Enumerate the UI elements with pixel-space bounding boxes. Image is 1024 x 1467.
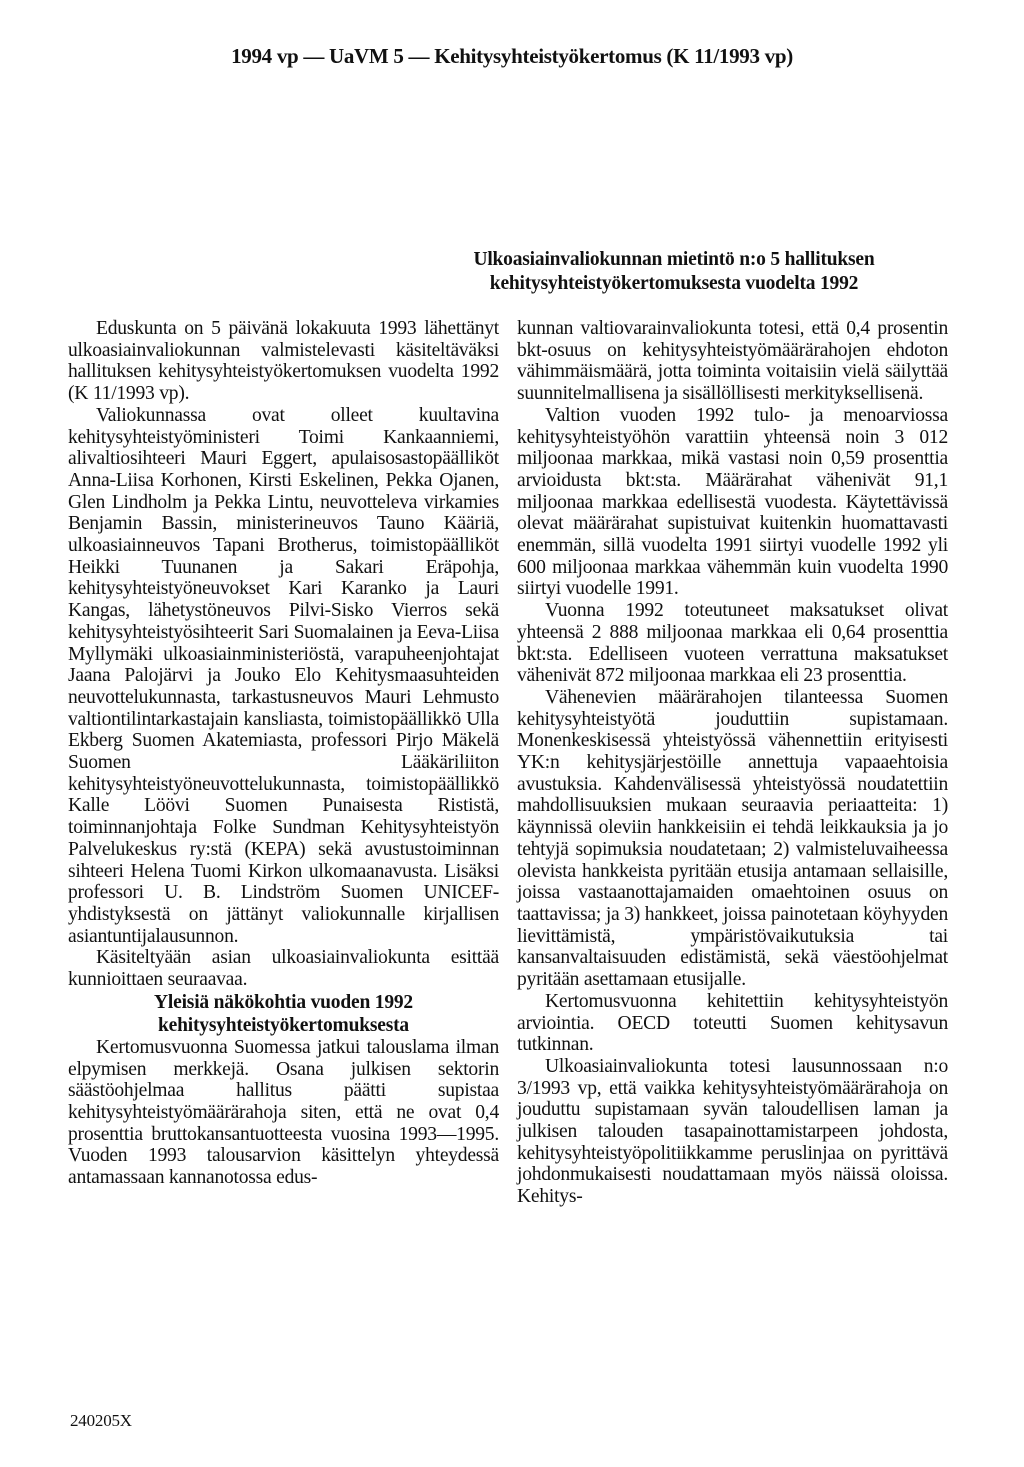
economy-paragraph: Kertomusvuonna Suomessa jatkui talouslama ilman elpymisen merkkejä. Osana julkisen sektorin säästöohjelmaa hallitus päätti supistaa kehitysyhteistyömäärärahoja siten, että ne ovat 0,4 prosenttia bruttokansantuotteesta vuosina 1993—1995. Vuoden 1993 talousarvion käsittelyn yhteydessä antamassaan kannanotossa edus-	[68, 1036, 499, 1189]
reductions-paragraph: Vähenevien määrärahojen tilanteessa Suomen kehitysyhteistyötä jouduttiin supistamaan. Monenkeskisessä yhteistyössä vähennettiin erityisesti YK:n kehitysjärjestöille annettuja vapaaehtoisia avustuksia. Kahdenvälisessä yhteistyössä noudatettiin mahdollisuuksien mukaan seuraavia periaatteita: 1) käynnissä oleviin hankkeisiin ei tehdä leikkauksia ja jo tehtyjä sopimuksia noudatetaan; 2) valmisteluvaiheessa olevista hankkeista pyritään etusija antamaan sellaisille, joissa vastaanottajamaiden omaehtoinen osuus on taattavissa; ja 3) hankkeet, joissa painotetaan köyhyyden lievittämistä, ympäristövaikutuksia tai kansanvaltaisuuden edistämistä, sekä väestöohjelmat pyritään asettamaan etusijalle.	[517, 686, 948, 991]
conclusion-paragraph: Käsiteltyään asian ulkoasiainvaliokunta esittää kunnioittaen seuraavaa.	[68, 947, 499, 991]
right-column	[517, 318, 948, 1208]
left-column	[68, 318, 499, 1189]
document-code: 240205X	[70, 1411, 132, 1430]
section-title: Yleisiä näkökohtia vuoden 1992 kehitysyhteistyökertomuksesta	[154, 991, 413, 1036]
continued-paragraph: kunnan valtiovarainvaliokunta totesi, että 0,4 prosentin bkt-osuus on kehitysyhteistyömäärärahojen ehdoton vähimmäismäärä, jotta toiminta voitaisiin vielä säilyttää suunnitelmallisena ja sisällöllisesti merkityksellisenä.	[517, 318, 948, 405]
report-title: Ulkoasiainvaliokunnan mietintö n:o 5 hallituksen kehitysyhteistyökertomuksesta vuodelta 1992	[473, 249, 875, 294]
budget-paragraph: Valtion vuoden 1992 tulo- ja menoarviossa kehitysyhteistyöhön varattiin yhteensä noin 3 012 miljoonaa markkaa, mikä vastasi noin 0,59 prosenttia arvioidusta bkt:sta. Määrärahat vähenivät 91,1 miljoonaa markkaa edellisestä vuodesta. Käytettävissä olevat määrärahat supistuivat kuitenkin huomattavasti enemmän, sillä vuodelta 1991 siirtyi vuodelle 1992 yli 600 miljoonaa markkaa vähemmän kuin vuodelta 1990 siirtyi vuodelle 1991.	[517, 404, 948, 600]
payments-paragraph: Vuonna 1992 toteutuneet maksatukset olivat yhteensä 2 888 miljoonaa markkaa eli 0,64 prosenttia bkt:sta. Edelliseen vuoteen verrattuna maksatukset vähenivät 872 miljoonaa markkaa eli 23 prosenttia.	[517, 600, 948, 687]
page-header: 1994 vp — UaVM 5 — Kehitysyhteistyökertomus (K 11/1993 vp)	[231, 44, 793, 68]
statement-paragraph: Ulkoasiainvaliokunta totesi lausunnossaan n:o 3/1993 vp, että vaikka kehitysyhteistyömäärärahoja on jouduttu supistamaan syvän taloudellisen laman ja julkisen talouden tasapainottamistarpeen johdosta, kehitysyhteistyöpolitiikkamme peruslinjaa on pyrittävä johdonmukaisesti noudattamaan myös näissä oloissa. Kehitys-	[517, 1055, 948, 1208]
evaluation-paragraph: Kertomusvuonna kehitettiin kehitysyhteistyön arviointia. OECD toteutti Suomen kehitysavun tutkinnan.	[517, 990, 948, 1056]
hearings-paragraph: Valiokunnassa ovat olleet kuultavina kehitysyhteistyöministeri Toimi Kankaanniemi, alivaltiosihteeri Mauri Eggert, apulaisosastopäälliköt Anna-Liisa Korhonen, Kirsti Eskelinen, Pekka Ojanen, Glen Lindholm ja Pekka Lintu, neuvotteleva virkamies Benjamin Bassin, ministerineuvos Tauno Kääriä, ulkoasiainneuvos Tapani Brotherus, toimistopäälliköt Heikki Tuunanen ja Sakari Eräpohja, kehitysyhteistyöneuvokset Kari Karanko ja Lauri Kangas, lähetystöneuvos Pilvi-Sisko Vierros sekä kehitysyhteistyösihteerit Sari Suomalainen ja Eeva-Liisa Myllymäki ulkoasiainministeriöstä, varapuheenjohtajat Jaana Palojärvi ja Jouko Elo Kehitysmaasuhteiden neuvottelukunnasta, tarkastusneuvos Mauri Lehmusto valtiontilintarkastajain kansliasta, toimistopäällikkö Ulla Ekberg Suomen Akatemiasta, professori Pirjo Mäkelä Suomen Lääkäriliiton kehitysyhteistyöneuvottelukunnasta, toimistopäällikkö Kalle Löövi Suomen Punaisesta Rististä, toiminnanjohtaja Folke Sundman Kehitysyhteistyön Palvelukeskus ry:stä (KEPA) sekä avustustoiminnan sihteeri Helena Tuomi Kirkon ulkomaanavusta. Lisäksi professori U. B. Lindström Suomen UNICEF-yhdistyksestä on jättänyt valiokunnalle kirjallisen asiantuntijalausunnon.	[68, 404, 499, 947]
intro-paragraph: Eduskunta on 5 päivänä lokakuuta 1993 lähettänyt ulkoasiainvaliokunnan valmistelevasti käsiteltäväksi hallituksen kehitysyhteistyökertomuksen vuodelta 1992 (K 11/1993 vp).	[68, 318, 499, 405]
